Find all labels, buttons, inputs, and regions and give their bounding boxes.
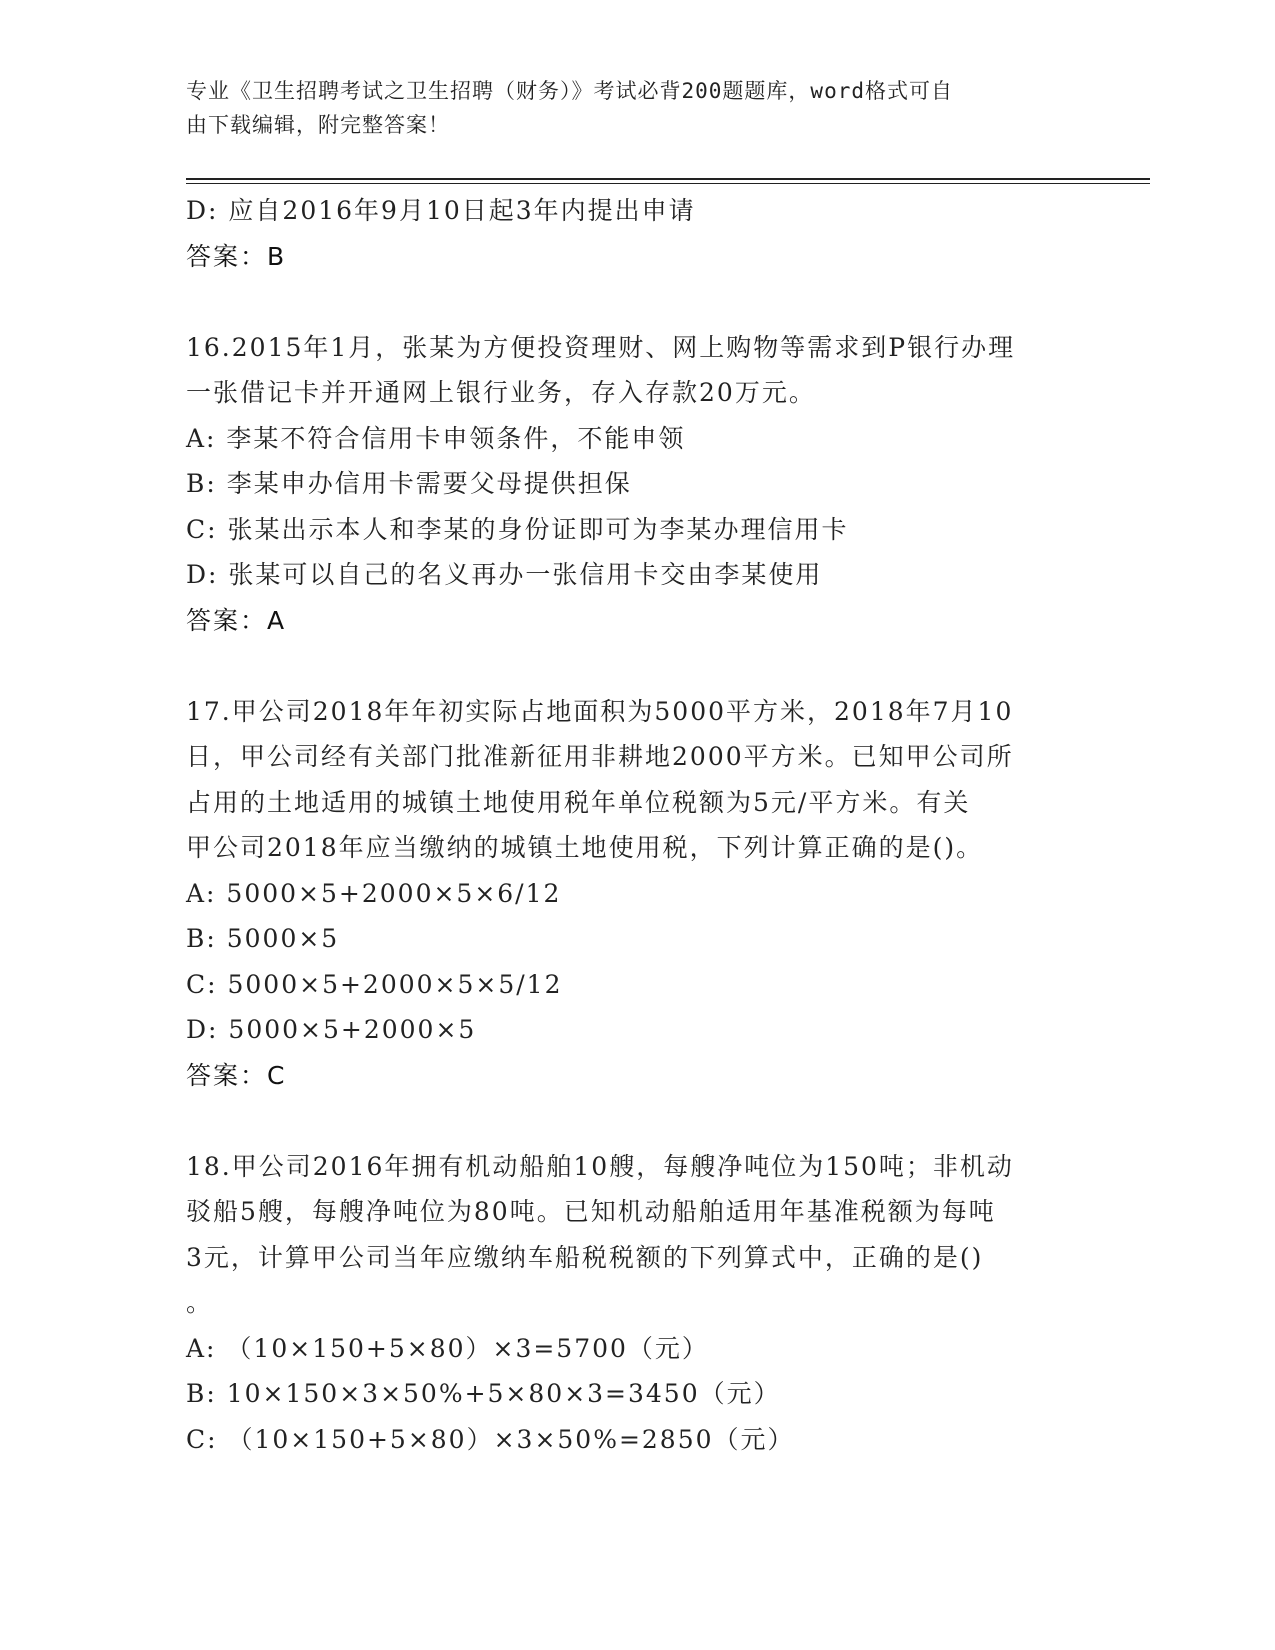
document-header <box>186 74 1066 142</box>
document-body <box>186 188 1086 1462</box>
question-stem-line: 一张借记卡并开通网上银行业务，存入存款20万元。 <box>186 378 816 407</box>
option-b: B: 李某申办信用卡需要父母提供担保 <box>186 469 632 498</box>
option-c: C: 张某出示本人和李某的身份证即可为李某办理信用卡 <box>186 514 849 544</box>
question-stem-line: 占用的土地适用的城镇土地使用税年单位税额为5元/平方米。有关 <box>186 787 971 817</box>
option-a: A: 5000×5+2000×5×6/12 <box>186 878 562 908</box>
option-d: D: 5000×5+2000×5 <box>186 1015 477 1044</box>
header-divider-thin <box>186 183 1150 184</box>
question-16 <box>186 325 1086 644</box>
header-line-2: 由下载编辑，附完整答案！ <box>186 113 450 137</box>
question-15-tail <box>186 188 1086 279</box>
spacer <box>186 1098 1086 1144</box>
question-stem-line: 驳船5艘，每艘净吨位为80吨。已知机动船舶适用年基准税额为每吨 <box>186 1197 996 1226</box>
answer-line: 答案：A <box>186 605 287 635</box>
answer-line: 答案：C <box>186 1060 287 1090</box>
option-c: C: 5000×5+2000×5×5/12 <box>186 969 563 999</box>
header-divider-thick <box>186 178 1150 180</box>
question-18 <box>186 1144 1086 1463</box>
option-b: B: 5000×5 <box>186 924 340 953</box>
question-stem-line: 3元，计算甲公司当年应缴纳车船税税额的下列算式中，正确的是() <box>186 1242 984 1272</box>
option-c: C: （10×150+5×80）×3×50%=2850（元） <box>186 1424 795 1454</box>
spacer <box>186 279 1086 325</box>
header-line-1: 专业《卫生招聘考试之卫生招聘（财务）》考试必背200题题库，word格式可自 <box>186 79 953 103</box>
option-d: D: 应自2016年9月10日起3年内提出申请 <box>186 196 696 225</box>
answer-line: 答案：B <box>186 241 287 271</box>
question-stem-line: 日，甲公司经有关部门批准新征用非耕地2000平方米。已知甲公司所 <box>186 742 1014 771</box>
question-stem-line: 18.甲公司2016年拥有机动船舶10艘，每艘净吨位为150吨；非机动 <box>186 1151 1014 1181</box>
question-stem-line: 甲公司2018年应当缴纳的城镇土地使用税，下列计算正确的是()。 <box>186 833 984 862</box>
option-b: B: 10×150×3×50%+5×80×3=3450（元） <box>186 1379 781 1408</box>
option-a: A: （10×150+5×80）×3=5700（元） <box>186 1333 709 1363</box>
question-stem-line: 。 <box>186 1288 214 1317</box>
question-stem-line: 16.2015年1月，张某为方便投资理财、网上购物等需求到P银行办理 <box>186 332 1016 362</box>
question-stem-line: 17.甲公司2018年年初实际占地面积为5000平方米，2018年7月10 <box>186 696 1014 726</box>
question-17 <box>186 689 1086 1099</box>
option-d: D: 张某可以自己的名义再办一张信用卡交由李某使用 <box>186 560 823 589</box>
option-a: A: 李某不符合信用卡申领条件，不能申领 <box>186 423 686 453</box>
spacer <box>186 643 1086 689</box>
